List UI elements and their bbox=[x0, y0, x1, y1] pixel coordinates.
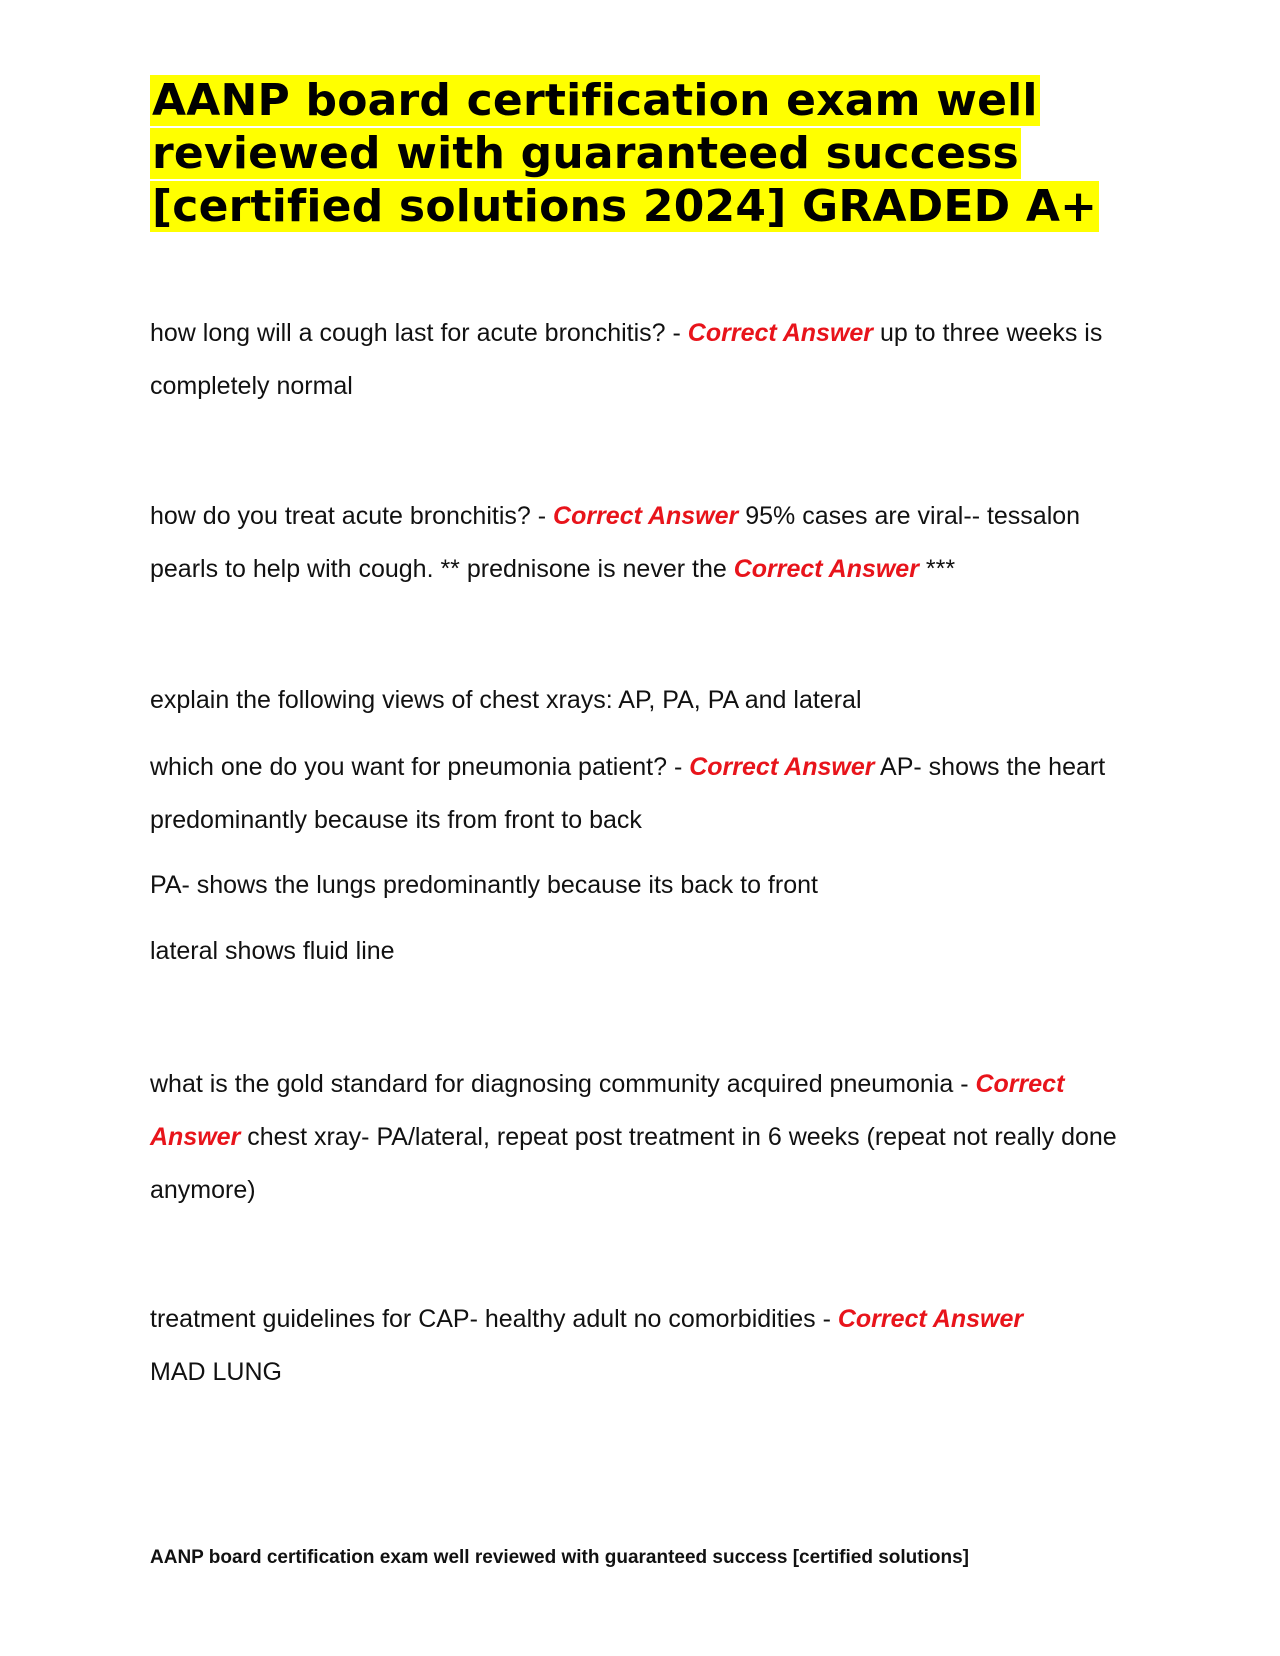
correct-answer-label: Correct Answer bbox=[553, 502, 739, 530]
chest-xray-intro: explain the following views of chest xrays: AP, PA, PA and lateral bbox=[150, 686, 862, 714]
title-highlight: AANP board certification exam well reviewed with guaranteed success [certified solutions 2024] GRADED A+ bbox=[152, 75, 1098, 232]
page-footer: AANP board certification exam well reviewed with guaranteed success [certified solutions] bbox=[150, 1547, 969, 1568]
qa-item-cap-gold-standard bbox=[150, 1058, 1130, 1217]
qa-item-bronchitis-treatment bbox=[150, 490, 1130, 596]
answer-text: 95% cases are viral-- tessalon pearls to help with cough. ** prednisone is never the bbox=[150, 502, 1081, 583]
qa-item-cap-treatment bbox=[150, 1293, 1130, 1399]
question-text: treatment guidelines for CAP- healthy adult no comorbidities - bbox=[150, 1305, 838, 1333]
answer-pa-line: PA- shows the lungs predominantly because its back to front bbox=[150, 871, 818, 899]
question-text: what is the gold standard for diagnosing community acquired pneumonia - bbox=[150, 1070, 976, 1098]
answer-text: chest xray- PA/lateral, repeat post treatment in 6 weeks (repeat not really done anymore) bbox=[150, 1123, 1117, 1204]
answer-lateral-line: lateral shows fluid line bbox=[150, 937, 395, 965]
answer-text: AP- shows the heart predominantly because its from front to back bbox=[150, 753, 1106, 834]
answer-text: up to three weeks is completely normal bbox=[150, 319, 1103, 400]
correct-answer-label: Correct Answer bbox=[733, 555, 919, 583]
qa-item-pneumonia-view bbox=[150, 741, 1130, 847]
answer-text-tail: *** bbox=[918, 555, 956, 583]
question-text: how do you treat acute bronchitis? - bbox=[150, 502, 554, 530]
answer-text: MAD LUNG bbox=[150, 1358, 282, 1386]
qa-item-cough-duration bbox=[150, 307, 1130, 413]
question-text: how long will a cough last for acute bronchitis? - bbox=[150, 319, 688, 347]
correct-answer-label: Correct Answer bbox=[150, 1070, 1065, 1151]
correct-answer-label: Correct Answer bbox=[837, 1305, 1024, 1333]
page-title bbox=[150, 74, 1110, 233]
correct-answer-label: Correct Answer bbox=[689, 753, 875, 781]
question-text: which one do you want for pneumonia patient? - bbox=[150, 753, 690, 781]
correct-answer-label: Correct Answer bbox=[687, 319, 874, 347]
